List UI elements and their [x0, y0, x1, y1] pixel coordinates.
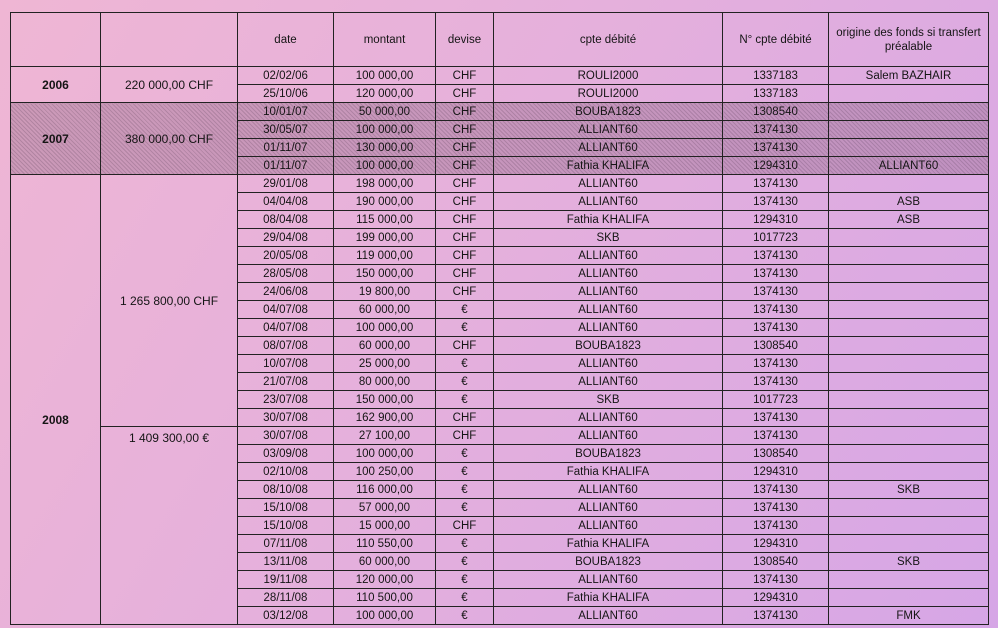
devise-cell: €	[436, 445, 494, 463]
year-cell: 2007	[11, 103, 101, 175]
table-row	[11, 103, 989, 121]
montant-cell: 100 250,00	[334, 463, 436, 481]
table-row	[11, 427, 989, 445]
montant-cell: 60 000,00	[334, 337, 436, 355]
date-cell: 01/11/07	[238, 157, 334, 175]
origine-cell	[829, 319, 989, 337]
devise-cell: €	[436, 607, 494, 625]
devise-cell: €	[436, 535, 494, 553]
compte-cell: ALLIANT60	[494, 427, 723, 445]
devise-cell: €	[436, 391, 494, 409]
devise-cell: CHF	[436, 175, 494, 193]
numero-cell: 1337183	[723, 67, 829, 85]
devise-cell: €	[436, 373, 494, 391]
devise-cell: CHF	[436, 193, 494, 211]
year-cell: 2006	[11, 67, 101, 103]
montant-cell: 120 000,00	[334, 85, 436, 103]
date-cell: 28/05/08	[238, 265, 334, 283]
transfers-table	[10, 12, 989, 625]
header-compte-debite: cpte débité	[494, 13, 723, 67]
scanned-document	[10, 12, 988, 622]
compte-cell: ALLIANT60	[494, 193, 723, 211]
montant-cell: 115 000,00	[334, 211, 436, 229]
date-cell: 19/11/08	[238, 571, 334, 589]
origine-cell	[829, 409, 989, 427]
compte-cell: Fathia KHALIFA	[494, 535, 723, 553]
header-row	[11, 13, 989, 67]
devise-cell: CHF	[436, 67, 494, 85]
header-numero-compte: N° cpte débité	[723, 13, 829, 67]
numero-cell: 1308540	[723, 337, 829, 355]
numero-cell: 1374130	[723, 409, 829, 427]
montant-cell: 116 000,00	[334, 481, 436, 499]
compte-cell: ALLIANT60	[494, 355, 723, 373]
date-cell: 30/05/07	[238, 121, 334, 139]
origine-cell	[829, 265, 989, 283]
montant-cell: 120 000,00	[334, 571, 436, 589]
origine-cell	[829, 337, 989, 355]
devise-cell: CHF	[436, 85, 494, 103]
date-cell: 02/10/08	[238, 463, 334, 481]
montant-cell: 80 000,00	[334, 373, 436, 391]
numero-cell: 1374130	[723, 571, 829, 589]
devise-cell: €	[436, 355, 494, 373]
numero-cell: 1294310	[723, 157, 829, 175]
devise-cell: €	[436, 553, 494, 571]
numero-cell: 1374130	[723, 193, 829, 211]
compte-cell: ALLIANT60	[494, 301, 723, 319]
date-cell: 10/07/08	[238, 355, 334, 373]
total-chf-cell: 1 265 800,00 CHF	[101, 175, 238, 427]
table-row	[11, 175, 989, 193]
numero-cell: 1294310	[723, 589, 829, 607]
montant-cell: 15 000,00	[334, 517, 436, 535]
montant-cell: 100 000,00	[334, 319, 436, 337]
compte-cell: Fathia KHALIFA	[494, 589, 723, 607]
montant-cell: 100 000,00	[334, 67, 436, 85]
numero-cell: 1308540	[723, 553, 829, 571]
numero-cell: 1374130	[723, 355, 829, 373]
montant-cell: 60 000,00	[334, 301, 436, 319]
date-cell: 01/11/07	[238, 139, 334, 157]
numero-cell: 1374130	[723, 121, 829, 139]
total-eur-cell: 1 409 300,00 €	[101, 427, 238, 625]
montant-cell: 50 000,00	[334, 103, 436, 121]
numero-cell: 1374130	[723, 517, 829, 535]
compte-cell: ALLIANT60	[494, 319, 723, 337]
header-montant: montant	[334, 13, 436, 67]
numero-cell: 1294310	[723, 535, 829, 553]
compte-cell: ALLIANT60	[494, 481, 723, 499]
origine-cell	[829, 103, 989, 121]
compte-cell: ALLIANT60	[494, 607, 723, 625]
origine-cell: SKB	[829, 553, 989, 571]
date-cell: 15/10/08	[238, 517, 334, 535]
date-cell: 04/07/08	[238, 301, 334, 319]
date-cell: 02/02/06	[238, 67, 334, 85]
date-cell: 07/11/08	[238, 535, 334, 553]
montant-cell: 19 800,00	[334, 283, 436, 301]
origine-cell	[829, 589, 989, 607]
montant-cell: 100 000,00	[334, 607, 436, 625]
origine-cell	[829, 283, 989, 301]
compte-cell: BOUBA1823	[494, 445, 723, 463]
origine-cell	[829, 445, 989, 463]
montant-cell: 110 500,00	[334, 589, 436, 607]
devise-cell: CHF	[436, 121, 494, 139]
compte-cell: ALLIANT60	[494, 265, 723, 283]
origine-cell: SKB	[829, 481, 989, 499]
origine-cell: ALLIANT60	[829, 157, 989, 175]
origine-cell	[829, 139, 989, 157]
devise-cell: €	[436, 499, 494, 517]
devise-cell: CHF	[436, 139, 494, 157]
date-cell: 15/10/08	[238, 499, 334, 517]
devise-cell: CHF	[436, 157, 494, 175]
date-cell: 20/05/08	[238, 247, 334, 265]
devise-cell: CHF	[436, 337, 494, 355]
origine-cell	[829, 355, 989, 373]
devise-cell: CHF	[436, 229, 494, 247]
compte-cell: SKB	[494, 391, 723, 409]
date-cell: 21/07/08	[238, 373, 334, 391]
devise-cell: CHF	[436, 517, 494, 535]
compte-cell: BOUBA1823	[494, 103, 723, 121]
montant-cell: 162 900,00	[334, 409, 436, 427]
date-cell: 08/10/08	[238, 481, 334, 499]
numero-cell: 1374130	[723, 139, 829, 157]
date-cell: 08/07/08	[238, 337, 334, 355]
montant-cell: 57 000,00	[334, 499, 436, 517]
compte-cell: ROULI2000	[494, 67, 723, 85]
year-cell: 2008	[11, 175, 101, 625]
total-cell: 220 000,00 CHF	[101, 67, 238, 103]
numero-cell: 1374130	[723, 175, 829, 193]
date-cell: 23/07/08	[238, 391, 334, 409]
devise-cell: CHF	[436, 427, 494, 445]
montant-cell: 27 100,00	[334, 427, 436, 445]
compte-cell: Fathia KHALIFA	[494, 157, 723, 175]
origine-cell	[829, 229, 989, 247]
compte-cell: ALLIANT60	[494, 409, 723, 427]
numero-cell: 1374130	[723, 373, 829, 391]
numero-cell: 1017723	[723, 229, 829, 247]
montant-cell: 150 000,00	[334, 265, 436, 283]
origine-cell: ASB	[829, 211, 989, 229]
numero-cell: 1374130	[723, 481, 829, 499]
date-cell: 04/07/08	[238, 319, 334, 337]
montant-cell: 110 550,00	[334, 535, 436, 553]
devise-cell: CHF	[436, 265, 494, 283]
header-origine-fonds: origine des fonds si transfert préalable	[829, 13, 989, 67]
devise-cell: €	[436, 463, 494, 481]
compte-cell: ALLIANT60	[494, 373, 723, 391]
table-body	[11, 67, 989, 625]
origine-cell	[829, 571, 989, 589]
devise-cell: €	[436, 589, 494, 607]
origine-cell	[829, 499, 989, 517]
date-cell: 03/09/08	[238, 445, 334, 463]
origine-cell	[829, 85, 989, 103]
numero-cell: 1374130	[723, 301, 829, 319]
compte-cell: ROULI2000	[494, 85, 723, 103]
devise-cell: CHF	[436, 103, 494, 121]
numero-cell: 1374130	[723, 427, 829, 445]
origine-cell	[829, 121, 989, 139]
date-cell: 03/12/08	[238, 607, 334, 625]
montant-cell: 199 000,00	[334, 229, 436, 247]
header-year	[11, 13, 101, 67]
montant-cell: 60 000,00	[334, 553, 436, 571]
total-cell: 380 000,00 CHF	[101, 103, 238, 175]
devise-cell: €	[436, 481, 494, 499]
montant-cell: 190 000,00	[334, 193, 436, 211]
numero-cell: 1294310	[723, 463, 829, 481]
montant-cell: 130 000,00	[334, 139, 436, 157]
header-devise: devise	[436, 13, 494, 67]
numero-cell: 1374130	[723, 607, 829, 625]
compte-cell: SKB	[494, 229, 723, 247]
date-cell: 28/11/08	[238, 589, 334, 607]
numero-cell: 1308540	[723, 445, 829, 463]
devise-cell: €	[436, 301, 494, 319]
montant-cell: 100 000,00	[334, 445, 436, 463]
devise-cell: CHF	[436, 211, 494, 229]
date-cell: 30/07/08	[238, 409, 334, 427]
compte-cell: BOUBA1823	[494, 337, 723, 355]
montant-cell: 119 000,00	[334, 247, 436, 265]
date-cell: 10/01/07	[238, 103, 334, 121]
date-cell: 29/04/08	[238, 229, 334, 247]
devise-cell: CHF	[436, 283, 494, 301]
montant-cell: 100 000,00	[334, 157, 436, 175]
date-cell: 08/04/08	[238, 211, 334, 229]
compte-cell: ALLIANT60	[494, 247, 723, 265]
compte-cell: ALLIANT60	[494, 139, 723, 157]
header-total	[101, 13, 238, 67]
origine-cell	[829, 391, 989, 409]
compte-cell: Fathia KHALIFA	[494, 463, 723, 481]
devise-cell: CHF	[436, 247, 494, 265]
date-cell: 04/04/08	[238, 193, 334, 211]
montant-cell: 25 000,00	[334, 355, 436, 373]
origine-cell	[829, 247, 989, 265]
compte-cell: ALLIANT60	[494, 283, 723, 301]
origine-cell	[829, 463, 989, 481]
compte-cell: ALLIANT60	[494, 121, 723, 139]
origine-cell: ASB	[829, 193, 989, 211]
montant-cell: 100 000,00	[334, 121, 436, 139]
numero-cell: 1374130	[723, 247, 829, 265]
table-row	[11, 67, 989, 85]
compte-cell: Fathia KHALIFA	[494, 211, 723, 229]
devise-cell: CHF	[436, 409, 494, 427]
numero-cell: 1374130	[723, 283, 829, 301]
origine-cell: FMK	[829, 607, 989, 625]
origine-cell	[829, 301, 989, 319]
numero-cell: 1308540	[723, 103, 829, 121]
date-cell: 24/06/08	[238, 283, 334, 301]
devise-cell: €	[436, 571, 494, 589]
date-cell: 25/10/06	[238, 85, 334, 103]
compte-cell: ALLIANT60	[494, 571, 723, 589]
header-date: date	[238, 13, 334, 67]
origine-cell	[829, 427, 989, 445]
montant-cell: 150 000,00	[334, 391, 436, 409]
origine-cell: Salem BAZHAIR	[829, 67, 989, 85]
origine-cell	[829, 175, 989, 193]
date-cell: 29/01/08	[238, 175, 334, 193]
compte-cell: BOUBA1823	[494, 553, 723, 571]
numero-cell: 1017723	[723, 391, 829, 409]
numero-cell: 1374130	[723, 499, 829, 517]
date-cell: 30/07/08	[238, 427, 334, 445]
date-cell: 13/11/08	[238, 553, 334, 571]
origine-cell	[829, 535, 989, 553]
numero-cell: 1294310	[723, 211, 829, 229]
compte-cell: ALLIANT60	[494, 517, 723, 535]
numero-cell: 1337183	[723, 85, 829, 103]
compte-cell: ALLIANT60	[494, 175, 723, 193]
origine-cell	[829, 373, 989, 391]
origine-cell	[829, 517, 989, 535]
numero-cell: 1374130	[723, 319, 829, 337]
compte-cell: ALLIANT60	[494, 499, 723, 517]
devise-cell: €	[436, 319, 494, 337]
numero-cell: 1374130	[723, 265, 829, 283]
montant-cell: 198 000,00	[334, 175, 436, 193]
